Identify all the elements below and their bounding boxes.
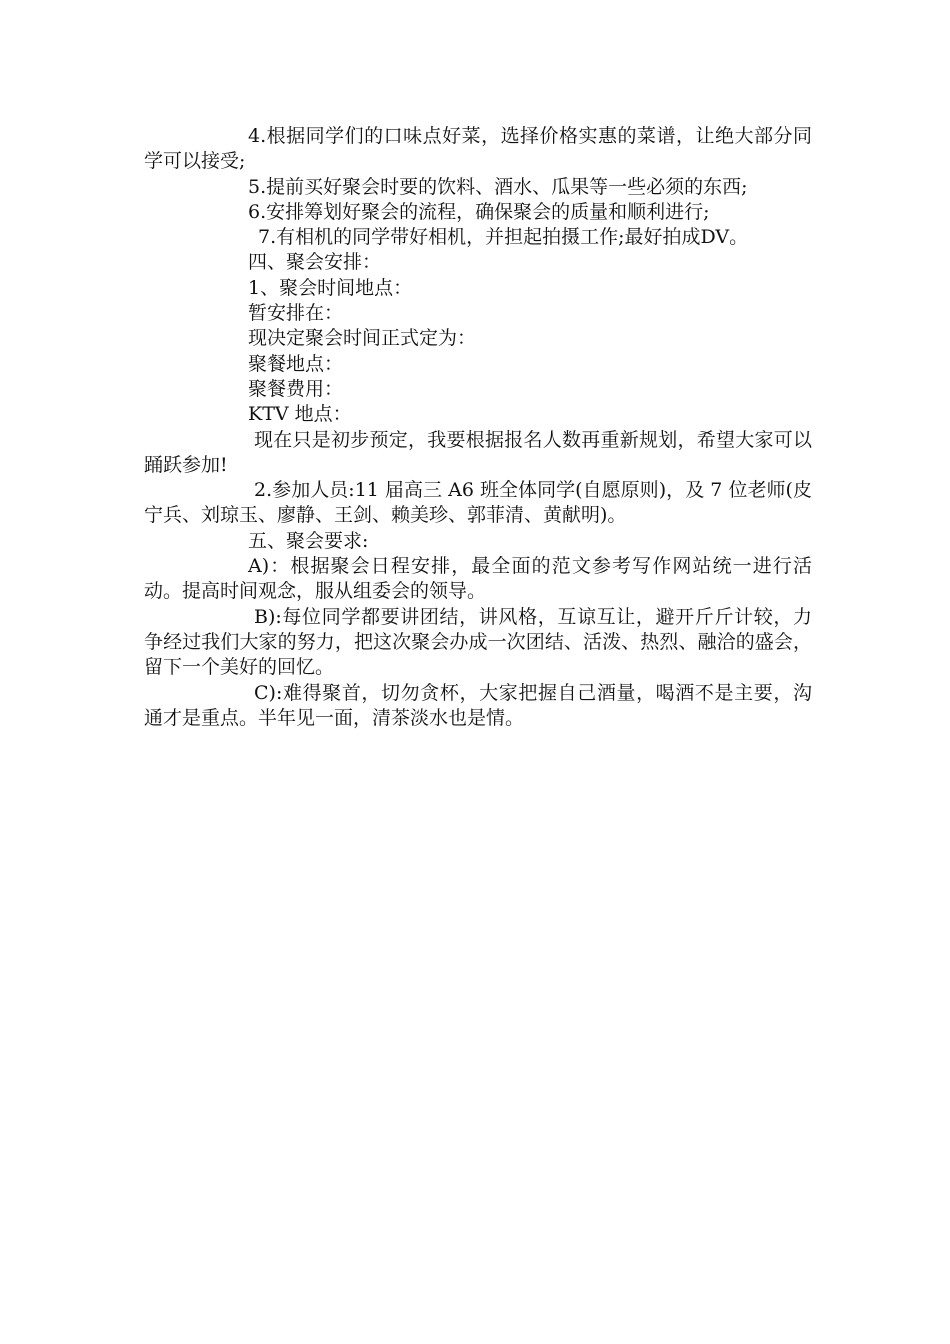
paragraph-item-7: 7.有相机的同学带好相机，并担起拍摄工作;最好拍成DV。 [258, 226, 749, 249]
section-heading-arrangement: 四、聚会安排： [248, 251, 382, 274]
field-dinner-place: 聚餐地点： [248, 352, 344, 375]
requirement-b: B):每位同学都要讲团结，讲风格，互谅互让，避开斤斤计较，力争经过我们大家的努力，把这次聚会办成一次团结、活泼、热烈、融洽的盛会，留下一个美好的回忆。 [144, 605, 812, 679]
paragraph-participants: 2.参加人员:11 届高三 A6 班全体同学(自愿原则)，及 7 位老师(皮宁兵、刘琼玉、廖静、王剑、赖美珍、郭菲清、黄献明)。 [144, 479, 812, 527]
requirement-c: C):难得聚首，切勿贪杯，大家把握自己酒量，喝酒不是主要，沟通才是重点。半年见一面，清茶淡水也是情。 [144, 681, 812, 729]
document-body [144, 124, 812, 731]
paragraph-item-6: 6.安排筹划好聚会的流程，确保聚会的质量和顺利进行; [248, 200, 710, 223]
requirement-a: A)：根据聚会日程安排，最全面的范文参考写作网站统一进行活动。提高时间观念，服从组委会的领导。 [144, 555, 812, 603]
paragraph-item-5: 5.提前买好聚会时要的饮料、酒水、瓜果等一些必须的东西; [248, 175, 748, 198]
field-tentative: 暂安排在： [248, 302, 344, 325]
field-ktv-place: KTV 地点： [248, 403, 352, 426]
field-official-time: 现决定聚会时间正式定为： [248, 327, 477, 350]
paragraph-preliminary: 现在只是初步预定，我要根据报名人数再重新规划，希望大家可以踊跃参加! [144, 428, 812, 476]
section-heading-requirements: 五、聚会要求: [248, 529, 369, 552]
field-dinner-cost: 聚餐费用： [248, 377, 344, 400]
paragraph-item-4: 4.根据同学们的口味点好菜，选择价格实惠的菜谱，让绝大部分同学可以接受; [144, 125, 812, 173]
subheading-time-place: 1、聚会时间地点： [248, 276, 413, 299]
